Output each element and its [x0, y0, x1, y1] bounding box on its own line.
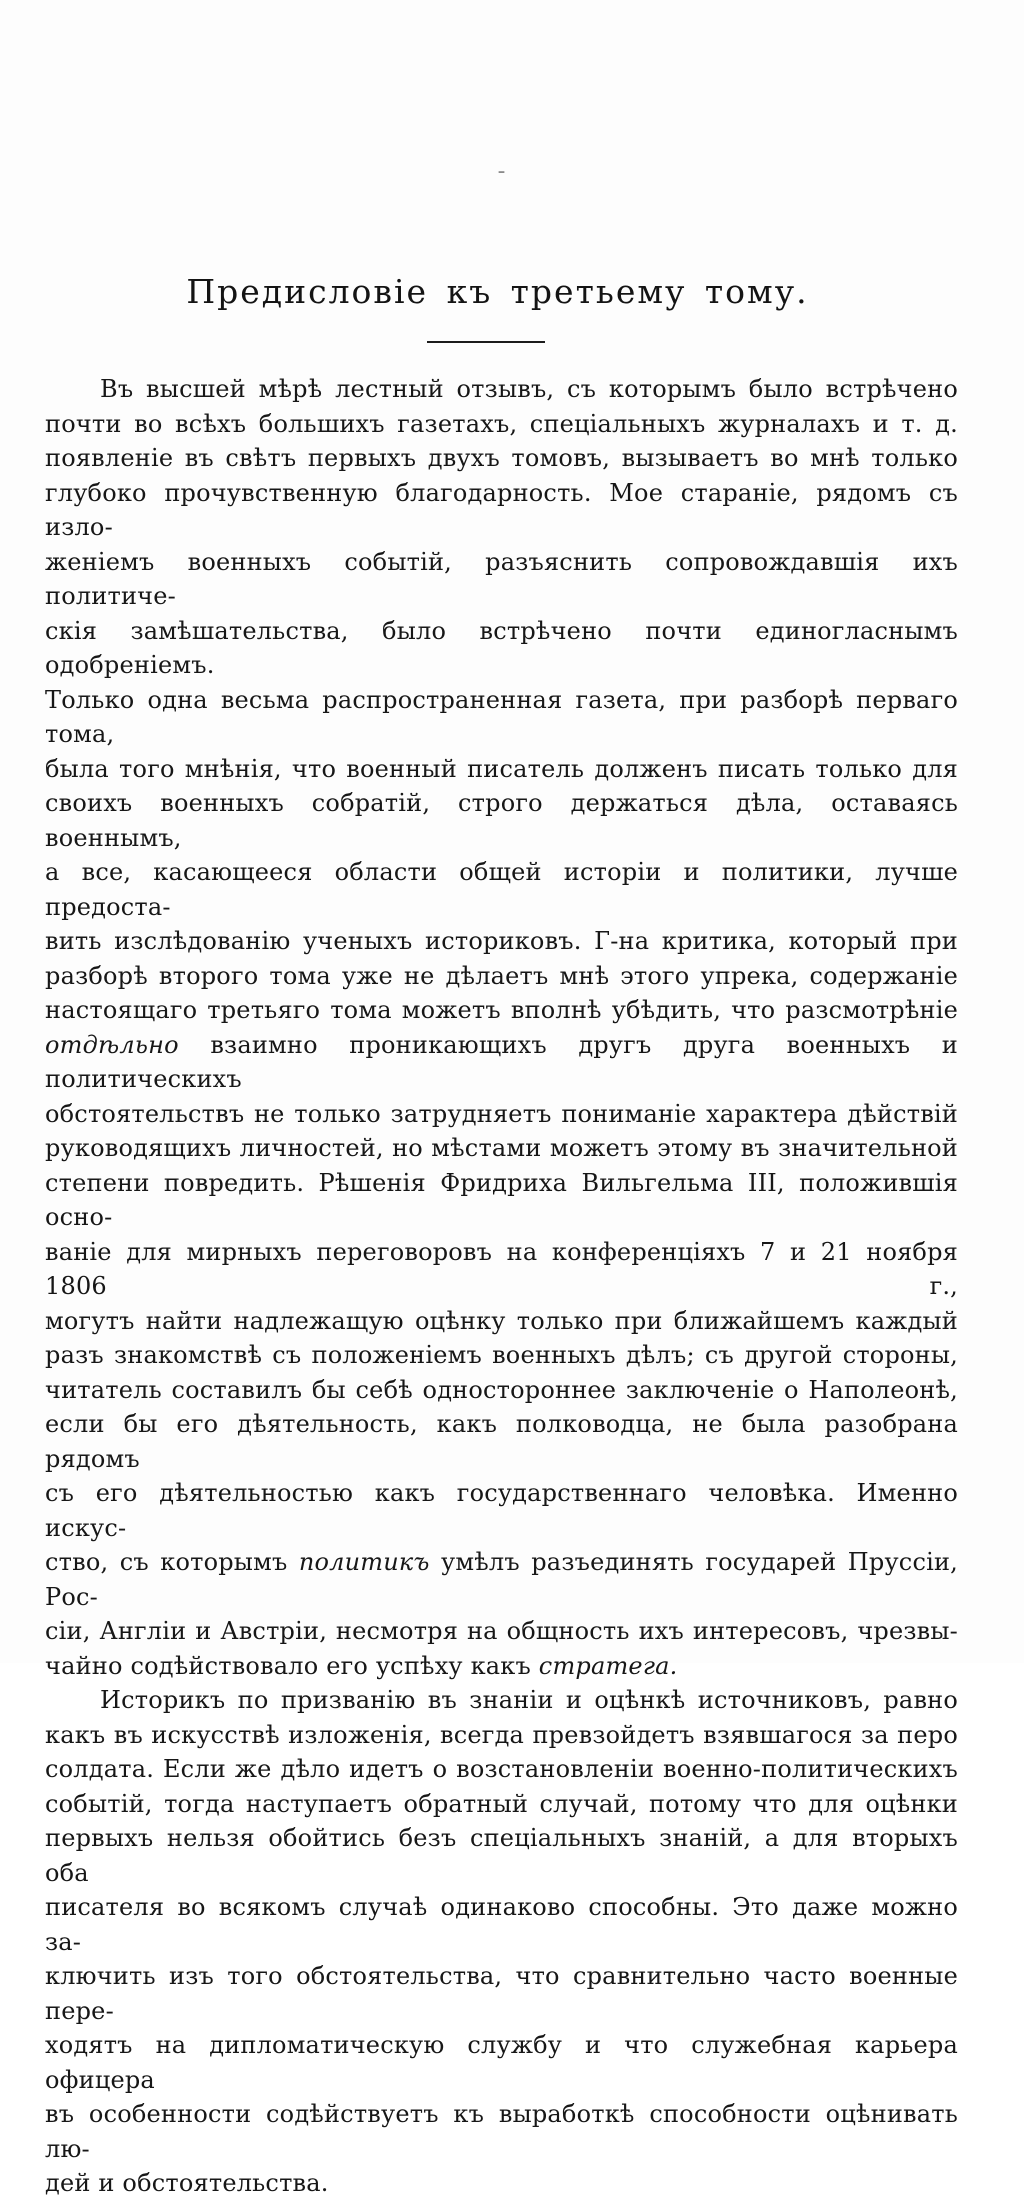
text-line [45, 752, 958, 787]
text-segment: могутъ найти надлежащую оцѣнку только при ближайшемъ каждый [45, 1306, 958, 1335]
text-segment: ваніе для мирныхъ переговоровъ на конференціяхъ 7 и 21 ноября 1806 г., [45, 1237, 958, 1300]
text-line [45, 476, 958, 545]
text-line [45, 441, 958, 476]
text-segment: чайно содѣйствовало его успѣху какъ [45, 1651, 539, 1680]
text-segment: разъ знакомствѣ съ положеніемъ военныхъ дѣлъ; съ другой стороны, [45, 1341, 958, 1369]
text-line [45, 1131, 958, 1166]
text-segment: Въ высшей мѣрѣ лестный отзывъ, съ которымъ было встрѣчено [100, 375, 958, 403]
text-segment: дей и обстоятельства. [45, 2169, 329, 2197]
chapter-title: Предисловіе къ третьему тому. [186, 272, 809, 311]
text-line [45, 959, 958, 994]
text-segment: почти во всѣхъ большихъ газетахъ, спеціальныхъ журналахъ и т. д. [45, 409, 958, 438]
text-segment: Только одна весьма распространенная газета, при разборѣ перваго тома, [45, 685, 958, 748]
text-line [45, 2028, 958, 2097]
text-segment: если бы его дѣятельность, какъ полководца, не была разобрана рядомъ [45, 1410, 958, 1473]
text-line [45, 2166, 958, 2201]
text-segment: руководящихъ личностей, но мѣстами можетъ этому въ значительной [45, 1134, 958, 1162]
text-segment: событій, тогда наступаетъ обратный случай, потому что для оцѣнки [45, 1789, 958, 1818]
text-segment: солдата. Если же дѣло идетъ о возстановленіи военно-политическихъ [45, 1755, 958, 1783]
text-segment: разборѣ второго тома уже не дѣлаетъ мнѣ этого упрека, содержаніе [45, 961, 958, 990]
text-segment: а все, касающееся области общей исторіи и политики, лучше предоста- [45, 858, 958, 921]
text-segment: степени повредить. Рѣшенія Фридриха Вильгельма III, положившія осно- [45, 1168, 958, 1231]
text-line [45, 683, 958, 752]
text-segment: писателя во всякомъ случаѣ одинаково способны. Это даже можно за- [45, 1893, 958, 1956]
page-top-dash: – [498, 164, 505, 180]
text-line [45, 1166, 958, 1235]
text-segment: въ особенности содѣйствуетъ къ выработкѣ способности оцѣнивать лю- [45, 2100, 958, 2163]
text-line [45, 1959, 958, 2028]
text-line [45, 372, 958, 407]
text-segment: ходятъ на дипломатическую службу и что служебная карьера офицера [45, 2031, 958, 2094]
text-segment: вить изслѣдованію ученыхъ историковъ. Г-на критика, который при [45, 927, 958, 955]
text-line [45, 1649, 958, 1684]
text-segment: появленіе въ свѣтъ первыхъ двухъ томовъ, вызываетъ во мнѣ только [45, 444, 958, 472]
text-line [45, 1614, 958, 1649]
text-segment: ключить изъ того обстоятельства, что сравнительно часто военные пере- [45, 1962, 958, 2025]
text-line [45, 1097, 958, 1132]
text-segment: умѣлъ разъединять государей Пруссіи, Рос- [45, 1548, 958, 1611]
text-line [45, 545, 958, 614]
text-segment: была того мнѣнія, что военный писатель долженъ писать только для [45, 754, 958, 783]
text-line [45, 1890, 958, 1959]
text-segment: первыхъ нельзя обойтись безъ спеціальныхъ знаній, а для вторыхъ оба [45, 1824, 958, 1887]
text-segment: съ его дѣятельностью какъ государственнаго человѣка. Именно искус- [45, 1479, 958, 1542]
text-segment: женіемъ военныхъ событій, разъяснить сопровождавшія ихъ политиче- [45, 547, 958, 610]
text-segment: читатель составилъ бы себѣ одностороннее заключеніе о Наполеонѣ, [45, 1375, 958, 1404]
text-line [45, 1752, 958, 1787]
text-segment: какъ въ искусствѣ изложенія, всегда превзойдетъ взявшагося за перо [45, 1720, 958, 1749]
text-segment: своихъ военныхъ собратій, строго держаться дѣла, оставаясь военнымъ, [45, 789, 958, 852]
text-line [45, 1545, 958, 1614]
italic-text-segment: политикъ [298, 1548, 430, 1576]
text-line [45, 1821, 958, 1890]
text-segment: глубоко прочувственную благодарность. Мое стараніе, рядомъ съ изло- [45, 478, 958, 541]
text-line [45, 1718, 958, 1753]
text-segment: Историкъ по призванію въ знаніи и оцѣнкѣ источниковъ, равно [100, 1686, 958, 1714]
text-line [45, 1235, 958, 1304]
text-segment: обстоятельствъ не только затрудняетъ пониманіе характера дѣйствій [45, 1099, 958, 1128]
text-segment: взаимно проникающихъ другъ друга военныхъ и политическихъ [45, 1030, 958, 1093]
text-line [45, 1407, 958, 1476]
text-line [45, 614, 958, 683]
text-line [45, 1373, 958, 1408]
text-line [45, 1683, 958, 1718]
text-line [45, 407, 958, 442]
text-line [45, 924, 958, 959]
italic-text-segment: стратега. [538, 1651, 678, 1680]
text-line [45, 1028, 958, 1097]
title-divider [427, 341, 545, 343]
text-line [45, 1476, 958, 1545]
text-line [45, 1787, 958, 1822]
text-segment: сіи, Англіи и Австріи, несмотря на общность ихъ интересовъ, чрезвы- [45, 1617, 958, 1645]
text-line [45, 786, 958, 855]
text-line [45, 2097, 958, 2166]
text-segment: настоящаго третьяго тома можетъ вполнѣ убѣдить, что разсмотрѣніе [45, 996, 958, 1024]
document-body [45, 372, 958, 2201]
italic-text-segment: отдѣльно [45, 1030, 179, 1059]
text-line [45, 1338, 958, 1373]
text-line [45, 993, 958, 1028]
text-line [45, 855, 958, 924]
text-segment: скія замѣшательства, было встрѣчено почти единогласнымъ одобреніемъ. [45, 616, 958, 679]
text-line [45, 1304, 958, 1339]
text-segment: ство, съ которымъ [45, 1548, 299, 1576]
